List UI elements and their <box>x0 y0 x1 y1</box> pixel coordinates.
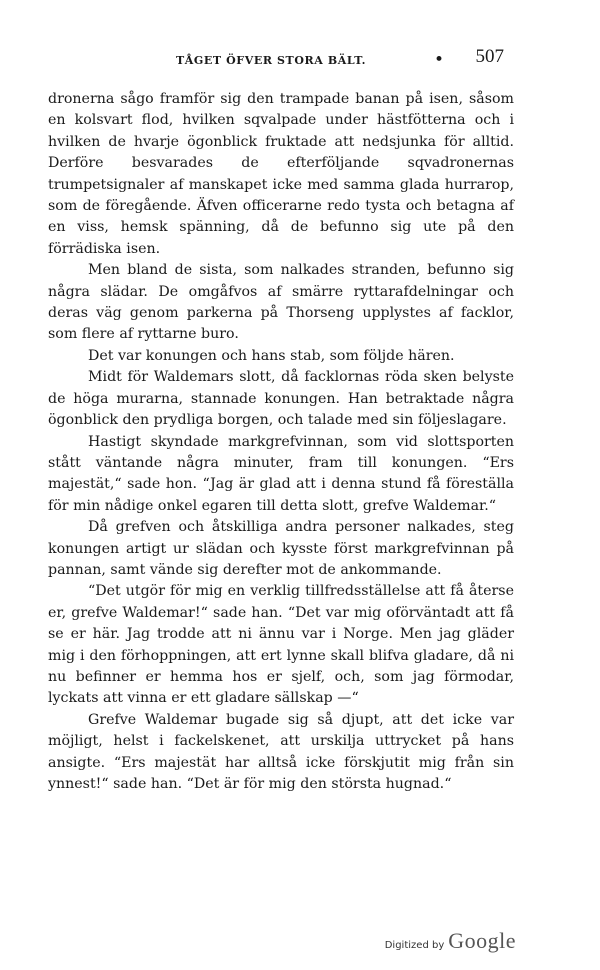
paragraph: Grefve Waldemar bugade sig så djupt, att det icke var möjligt, helst i fackelskenet, att urskilja uttrycket på hans ansigte. “Ers majestät har alltså icke förskjutit mig från sin ynnest!“ sade han. “Det är för mig den största hugnad.“ <box>48 711 514 792</box>
page-number: 507 <box>475 46 504 67</box>
running-title: TÅGET ÖFVER STORA BÄLT. <box>176 54 367 67</box>
paragraph: Det var konungen och hans stab, som följde hären. <box>88 347 455 364</box>
google-logo: Google <box>448 928 516 953</box>
paragraph: dronerna sågo framför sig den trampade banan på isen, såsom en kolsvart flod, hvilken sqvalpade under hästfötterna och i hvilken de hvarje ögonblick fruktade att nedsjunka för alltid. Derföre besvarades de efterföljande sqvadronernas trumpetsignaler af manskapet icke med samma glada hurrarop, som de föregående. Äfven officerarne redo tysta och betagna af en viss, hemsk spänning, då de befunno sig ute på den förrädiska isen. <box>48 91 514 257</box>
paragraph: Men bland de sista, som nalkades stranden, befunno sig några slädar. De omgåfvos af smärre ryttarafdelningar och deras väg genom parkerna på Thorseng upplystes af facklor, som flere af ryttarne buro. <box>48 262 514 343</box>
paragraph: Midt för Waldemars slott, då facklornas röda sken belyste de höga murarna, stannade konungen. Han betraktade några ögonblick den prydliga borgen, och talade med sin följeslagare. <box>48 369 514 429</box>
paragraph: Då grefven och åtskilliga andra personer nalkades, steg konungen artigt ur slädan och kysste först markgrefvinnan på pannan, samt vände sig derefter mot de ankommande. <box>48 519 514 578</box>
paragraph: “Det utgör för mig en verklig tillfredsställelse att få återse er, grefve Waldemar!“ sade han. “Det var mig oförväntadt att få se er här. Jag trodde att ni ännu var i Norge. Men jag gläder mig i den förhoppningen, att ert lynne skall blifva gladare, då ni nu befinner er hemma hos er sjelf, och, som jag förmodar, lyckats att vinna er ett gladare sällskap —“ <box>48 583 514 707</box>
digitized-by-label: Digitized by <box>384 940 445 951</box>
digitization-watermark <box>385 928 516 954</box>
paragraph: Hastigt skyndade markgrefvinnan, som vid slottsporten stått väntande några minuter, fram till konungen. “Ers majestät,“ sade hon. “Jag är glad att i denna stund få föreställa för min nådige onkel egaren till detta slott, grefve Waldemar.“ <box>48 433 514 514</box>
header-dot: • <box>433 50 444 70</box>
body-text <box>48 89 514 795</box>
page-header <box>48 48 552 78</box>
